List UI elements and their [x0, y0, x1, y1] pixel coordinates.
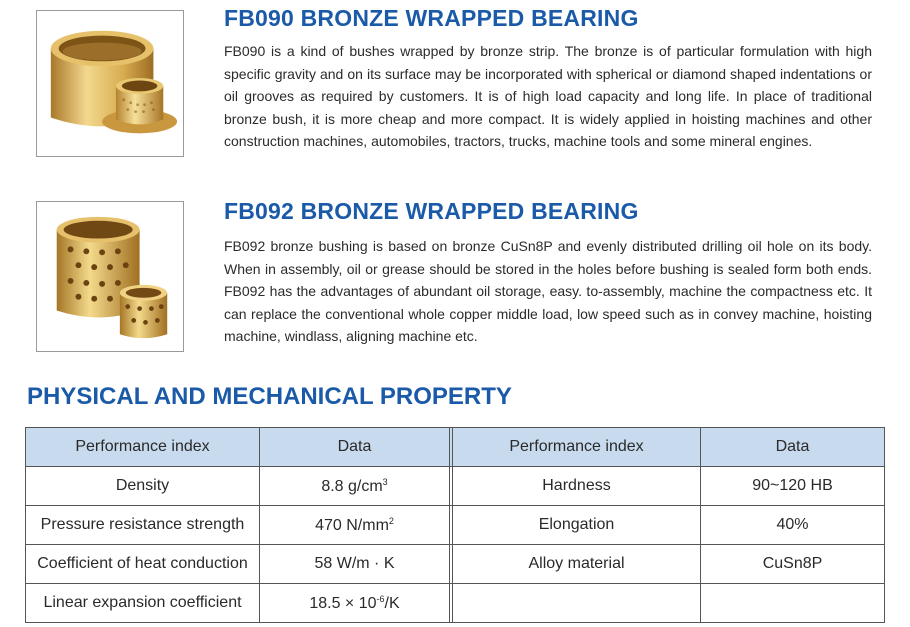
header-left-data: Data: [260, 428, 450, 467]
table-row: [26, 506, 885, 545]
left-index-cell: Coefficient of heat conduction: [26, 545, 260, 584]
right-index-cell: Hardness: [453, 467, 701, 506]
section-heading: PHYSICAL AND MECHANICAL PROPERTY: [27, 383, 512, 410]
table-row: [26, 467, 885, 506]
product-description-fb090: FB090 is a kind of bushes wrapped by bronze strip. The bronze is of particular formulation with high specific gravity and on its surface may be incorporated with spherical or diamond shaped indentations or oil grooves as required by customers. It is of high load capacity and long life. In place of traditional bronze bush, it is more cheap and more compact. It is widely applied in hoisting machines and other construction machines, automobiles, tractors, trucks, machine tools and some mineral engines.: [224, 43, 872, 149]
header-right-data: Data: [701, 428, 885, 467]
property-table-header-row: [26, 428, 885, 467]
product-description-fb092: FB092 bronze bushing is based on bronze CuSn8P and evenly distributed drilling oil hole on its body. When in assembly, oil or grease should be stored in the holes before bushing is sealed form both ends. FB092 has the advantages of abundant oil storage, easy. to-assembly, machine the compactness etc. It can replace the conventional whole copper middle load, low speed such as in convey machine, hoisting machine, windlass, aligning machine etc.: [224, 238, 872, 344]
right-index-cell: Alloy material: [453, 545, 701, 584]
fb090-bearing-photo: [36, 10, 184, 157]
fb092-bearing-photo: [36, 201, 184, 352]
fb092-bearing-image: [37, 202, 183, 351]
left-index-cell: Linear expansion coefficient: [26, 584, 260, 623]
right-data-cell: [701, 584, 885, 623]
right-data-cell: 90~120 HB: [701, 467, 885, 506]
right-index-cell: [453, 584, 701, 623]
left-data-cell: $18.5 \times 10^{-6}/K$: [260, 584, 450, 623]
left-data-cell: 58 W/m · K: [260, 545, 450, 584]
right-data-cell: CuSn8P: [701, 545, 885, 584]
left-index-cell: Pressure resistance strength: [26, 506, 260, 545]
left-index-cell: Density: [26, 467, 260, 506]
left-data-cell: 470 $N/mm^2$: [260, 506, 450, 545]
fb090-bearing-image: [37, 11, 183, 156]
property-table: [25, 427, 885, 623]
header-right-performance-index: Performance index: [453, 428, 701, 467]
table-row: [26, 545, 885, 584]
right-data-cell: 40%: [701, 506, 885, 545]
product-title-fb090: FB090 BRONZE WRAPPED BEARING: [224, 5, 639, 31]
right-index-cell: Elongation: [453, 506, 701, 545]
table-row: [26, 584, 885, 623]
left-data-cell: 8.8 $g/cm^3$: [260, 467, 450, 506]
header-left-performance-index: Performance index: [26, 428, 260, 467]
product-title-fb092: FB092 BRONZE WRAPPED BEARING: [224, 198, 639, 224]
